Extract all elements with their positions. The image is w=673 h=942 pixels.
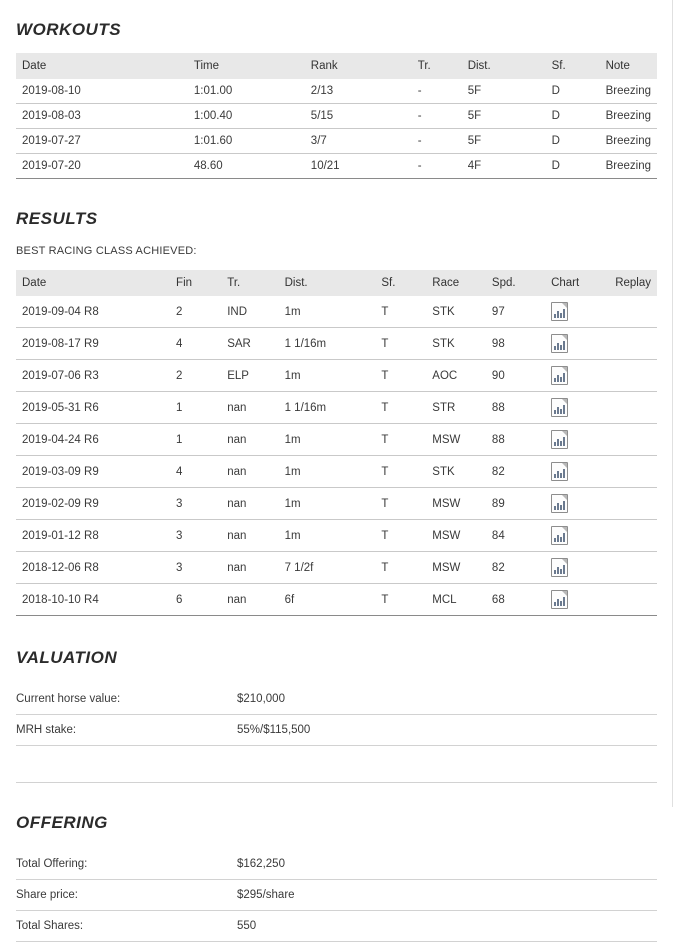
result-fin: 4 <box>170 328 221 360</box>
offering-value-total-offering: $162,250 <box>237 849 657 880</box>
result-tr: nan <box>221 552 278 584</box>
result-race: STK <box>426 456 486 488</box>
result-tr: nan <box>221 584 278 616</box>
workout-dist: 5F <box>462 129 546 154</box>
result-dist: 1m <box>279 488 376 520</box>
result-dist: 6f <box>279 584 376 616</box>
result-race: STR <box>426 392 486 424</box>
chart-document-icon[interactable] <box>551 590 568 609</box>
valuation-label-empty <box>16 746 237 783</box>
table-row <box>16 79 657 104</box>
valuation-value-mrh-stake: 55%/$115,500 <box>237 715 657 746</box>
offering-value-total-shares: 550 <box>237 911 657 942</box>
result-tr: ELP <box>221 360 278 392</box>
result-sf: T <box>375 488 426 520</box>
results-section <box>16 179 657 616</box>
result-date: 2019-08-17 R9 <box>16 328 170 360</box>
workout-rank: 2/13 <box>305 79 412 104</box>
table-row <box>16 424 657 456</box>
workouts-section <box>16 0 657 179</box>
result-replay-cell <box>609 296 657 328</box>
table-row <box>16 129 657 154</box>
chart-document-icon[interactable] <box>551 494 568 513</box>
table-row <box>16 392 657 424</box>
result-spd: 89 <box>486 488 545 520</box>
workout-note: Breezing <box>600 104 657 129</box>
workouts-col-note: Note <box>600 53 657 79</box>
result-tr: IND <box>221 296 278 328</box>
result-chart-cell <box>545 360 609 392</box>
results-col-chart: Chart <box>545 270 609 296</box>
result-fin: 3 <box>170 552 221 584</box>
result-date: 2019-07-06 R3 <box>16 360 170 392</box>
result-date: 2019-03-09 R9 <box>16 456 170 488</box>
result-date: 2019-02-09 R9 <box>16 488 170 520</box>
result-date: 2019-01-12 R8 <box>16 520 170 552</box>
workout-date: 2019-07-27 <box>16 129 188 154</box>
result-sf: T <box>375 584 426 616</box>
chart-document-icon[interactable] <box>551 398 568 417</box>
result-tr: nan <box>221 456 278 488</box>
workout-tr: - <box>412 79 462 104</box>
results-col-spd: Spd. <box>486 270 545 296</box>
result-replay-cell <box>609 488 657 520</box>
results-col-tr: Tr. <box>221 270 278 296</box>
result-spd: 98 <box>486 328 545 360</box>
result-spd: 90 <box>486 360 545 392</box>
workout-tr: - <box>412 154 462 179</box>
workouts-col-rank: Rank <box>305 53 412 79</box>
result-dist: 1m <box>279 296 376 328</box>
chart-document-icon[interactable] <box>551 302 568 321</box>
result-tr: SAR <box>221 328 278 360</box>
result-chart-cell <box>545 488 609 520</box>
result-fin: 6 <box>170 584 221 616</box>
result-dist: 7 1/2f <box>279 552 376 584</box>
result-chart-cell <box>545 296 609 328</box>
workouts-col-tr: Tr. <box>412 53 462 79</box>
result-tr: nan <box>221 424 278 456</box>
result-spd: 82 <box>486 552 545 584</box>
results-col-race: Race <box>426 270 486 296</box>
result-sf: T <box>375 456 426 488</box>
result-spd: 68 <box>486 584 545 616</box>
workouts-col-dist: Dist. <box>462 53 546 79</box>
valuation-value-current-value: $210,000 <box>237 684 657 715</box>
result-tr: nan <box>221 392 278 424</box>
workout-rank: 3/7 <box>305 129 412 154</box>
result-replay-cell <box>609 328 657 360</box>
workout-time: 1:01.60 <box>188 129 305 154</box>
valuation-value-empty <box>237 746 657 783</box>
valuation-title: VALUATION <box>16 648 118 667</box>
result-fin: 1 <box>170 424 221 456</box>
table-row <box>16 520 657 552</box>
results-col-replay: Replay <box>609 270 657 296</box>
list-item <box>16 684 657 715</box>
result-spd: 82 <box>486 456 545 488</box>
results-col-sf: Sf. <box>375 270 426 296</box>
result-sf: T <box>375 360 426 392</box>
result-race: AOC <box>426 360 486 392</box>
workouts-col-sf: Sf. <box>546 53 600 79</box>
result-sf: T <box>375 328 426 360</box>
result-dist: 1m <box>279 424 376 456</box>
table-row <box>16 456 657 488</box>
table-row <box>16 104 657 129</box>
chart-document-icon[interactable] <box>551 366 568 385</box>
chart-document-icon[interactable] <box>551 526 568 545</box>
valuation-label-current-value: Current horse value: <box>16 684 237 715</box>
result-tr: nan <box>221 520 278 552</box>
workout-dist: 5F <box>462 79 546 104</box>
result-sf: T <box>375 296 426 328</box>
table-row <box>16 296 657 328</box>
chart-document-icon[interactable] <box>551 430 568 449</box>
result-chart-cell <box>545 328 609 360</box>
offering-label-total-shares: Total Shares: <box>16 911 237 942</box>
result-dist: 1 1/16m <box>279 392 376 424</box>
chart-document-icon[interactable] <box>551 558 568 577</box>
result-dist: 1m <box>279 360 376 392</box>
workout-note: Breezing <box>600 79 657 104</box>
offering-label-share-price: Share price: <box>16 880 237 911</box>
workout-note: Breezing <box>600 154 657 179</box>
workout-tr: - <box>412 129 462 154</box>
chart-document-icon[interactable] <box>551 462 568 481</box>
list-item <box>16 715 657 746</box>
result-race: MSW <box>426 488 486 520</box>
result-replay-cell <box>609 520 657 552</box>
result-sf: T <box>375 392 426 424</box>
workouts-header-row <box>16 53 657 79</box>
list-item <box>16 849 657 880</box>
table-row <box>16 584 657 616</box>
workout-sf: D <box>546 129 600 154</box>
result-replay-cell <box>609 392 657 424</box>
workout-sf: D <box>546 154 600 179</box>
list-item <box>16 911 657 942</box>
result-replay-cell <box>609 360 657 392</box>
result-sf: T <box>375 552 426 584</box>
result-race: STK <box>426 328 486 360</box>
results-col-date: Date <box>16 270 170 296</box>
workout-tr: - <box>412 104 462 129</box>
table-row <box>16 328 657 360</box>
result-chart-cell <box>545 392 609 424</box>
result-date: 2019-04-24 R6 <box>16 424 170 456</box>
result-spd: 84 <box>486 520 545 552</box>
workouts-title: WORKOUTS <box>16 20 122 39</box>
result-chart-cell <box>545 424 609 456</box>
workout-date: 2019-08-10 <box>16 79 188 104</box>
result-replay-cell <box>609 456 657 488</box>
list-item <box>16 880 657 911</box>
workout-time: 1:01.00 <box>188 79 305 104</box>
workout-rank: 10/21 <box>305 154 412 179</box>
result-replay-cell <box>609 424 657 456</box>
workout-dist: 4F <box>462 154 546 179</box>
offering-value-share-price: $295/share <box>237 880 657 911</box>
result-replay-cell <box>609 584 657 616</box>
workout-rank: 5/15 <box>305 104 412 129</box>
result-tr: nan <box>221 488 278 520</box>
result-dist: 1 1/16m <box>279 328 376 360</box>
valuation-table <box>16 684 657 783</box>
workout-sf: D <box>546 79 600 104</box>
offering-title: OFFERING <box>16 813 108 832</box>
results-col-fin: Fin <box>170 270 221 296</box>
results-header-row <box>16 270 657 296</box>
chart-document-icon[interactable] <box>551 334 568 353</box>
list-item <box>16 746 657 783</box>
table-row <box>16 154 657 179</box>
workout-note: Breezing <box>600 129 657 154</box>
workouts-col-date: Date <box>16 53 188 79</box>
workouts-col-time: Time <box>188 53 305 79</box>
results-col-dist: Dist. <box>279 270 376 296</box>
best-racing-class-label: BEST RACING CLASS ACHIEVED: <box>16 245 197 257</box>
table-row <box>16 552 657 584</box>
result-spd: 88 <box>486 392 545 424</box>
result-fin: 2 <box>170 360 221 392</box>
result-dist: 1m <box>279 520 376 552</box>
result-chart-cell <box>545 552 609 584</box>
result-date: 2019-09-04 R8 <box>16 296 170 328</box>
result-spd: 88 <box>486 424 545 456</box>
workout-sf: D <box>546 104 600 129</box>
result-spd: 97 <box>486 296 545 328</box>
result-race: STK <box>426 296 486 328</box>
result-chart-cell <box>545 584 609 616</box>
workout-dist: 5F <box>462 104 546 129</box>
workout-time: 1:00.40 <box>188 104 305 129</box>
workouts-table <box>16 53 657 179</box>
result-race: MSW <box>426 520 486 552</box>
result-dist: 1m <box>279 456 376 488</box>
result-chart-cell <box>545 456 609 488</box>
result-date: 2018-12-06 R8 <box>16 552 170 584</box>
workout-time: 48.60 <box>188 154 305 179</box>
result-fin: 1 <box>170 392 221 424</box>
result-chart-cell <box>545 520 609 552</box>
result-date: 2018-10-10 R4 <box>16 584 170 616</box>
valuation-label-mrh-stake: MRH stake: <box>16 715 237 746</box>
workout-date: 2019-08-03 <box>16 104 188 129</box>
table-row <box>16 360 657 392</box>
result-date: 2019-05-31 R6 <box>16 392 170 424</box>
result-sf: T <box>375 520 426 552</box>
result-fin: 3 <box>170 520 221 552</box>
offering-table <box>16 849 657 942</box>
result-race: MCL <box>426 584 486 616</box>
result-race: MSW <box>426 424 486 456</box>
results-title: RESULTS <box>16 209 98 228</box>
results-table <box>16 270 657 616</box>
valuation-section <box>16 616 657 783</box>
result-fin: 2 <box>170 296 221 328</box>
offering-label-total-offering: Total Offering: <box>16 849 237 880</box>
result-race: MSW <box>426 552 486 584</box>
result-fin: 3 <box>170 488 221 520</box>
table-row <box>16 488 657 520</box>
workout-date: 2019-07-20 <box>16 154 188 179</box>
result-sf: T <box>375 424 426 456</box>
result-fin: 4 <box>170 456 221 488</box>
result-replay-cell <box>609 552 657 584</box>
